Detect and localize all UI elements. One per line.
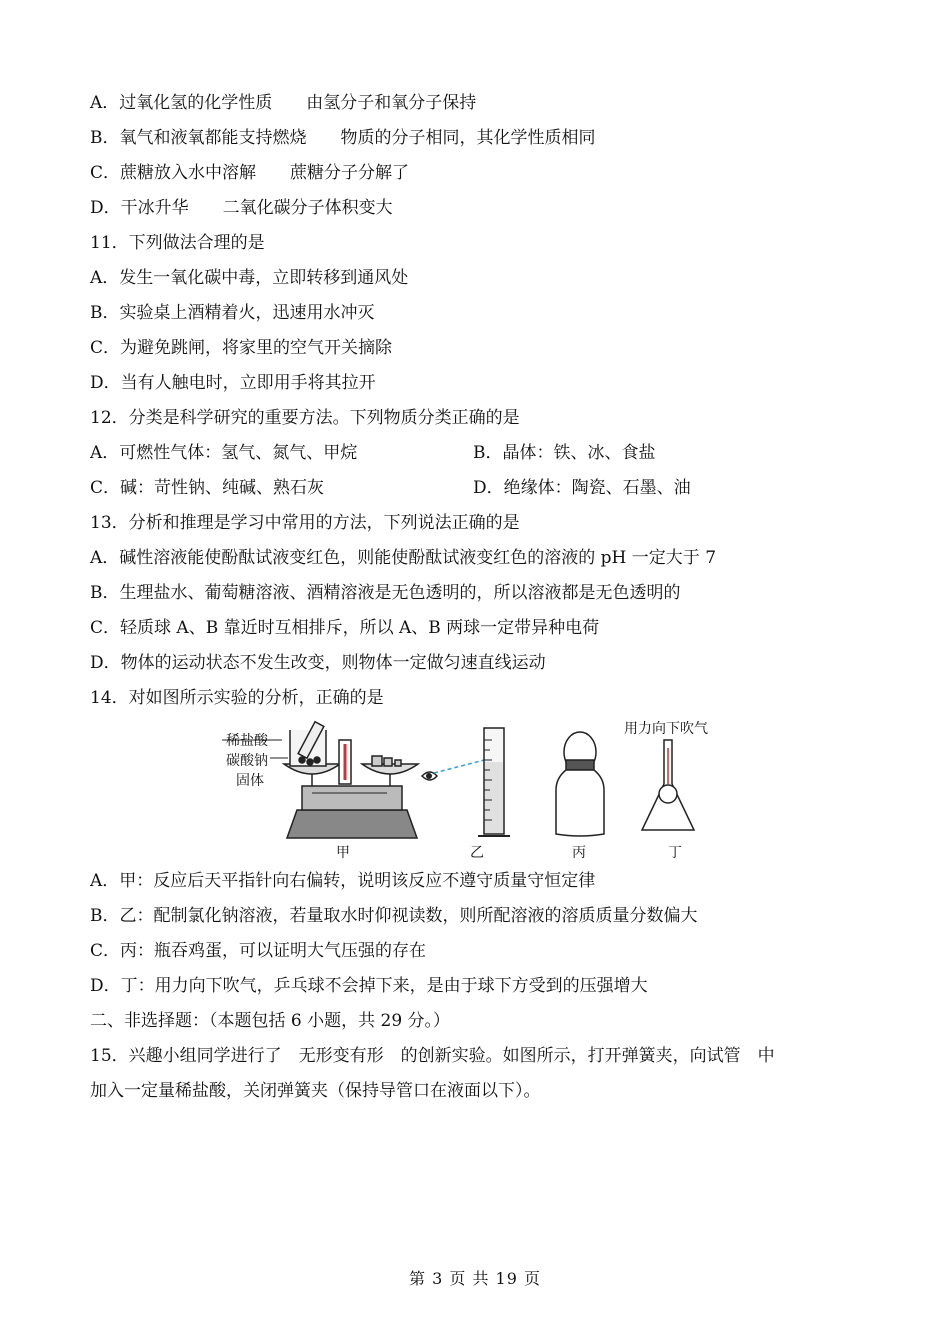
bottle-body	[556, 770, 604, 836]
bottle-neck	[566, 760, 594, 770]
q12-option-d: D．绝缘体：陶瓷、石墨、油	[473, 478, 691, 498]
label-blow: 用力向下吹气	[624, 721, 708, 737]
q11-option-d: D．当有人触电时，立即用手将其拉开	[90, 373, 376, 393]
q10-option-b: B．氧气和液氧都能支持燃烧 物质的分子相同，其化学性质相同	[90, 128, 596, 148]
q10-option-d: D．干冰升华 二氧化碳分子体积变大	[90, 198, 393, 218]
bottle-egg-setup	[556, 732, 604, 836]
q11-option-b: B．实验桌上酒精着火，迅速用水冲灭	[90, 303, 375, 323]
q14-option-d: D．丁：用力向下吹气，乒乓球不会掉下来，是由于球下方受到的压强增大	[90, 976, 648, 996]
q13-stem: 13．分析和推理是学习中常用的方法，下列说法正确的是	[90, 513, 520, 533]
balance-body	[302, 786, 402, 810]
q10-option-a: A．过氧化氢的化学性质 由氢分子和氧分子保持	[90, 93, 477, 113]
q14-option-b: B．乙：配制氯化钠溶液，若量取水时仰视读数，则所配溶液的溶质质量分数偏大	[90, 906, 698, 926]
solid-particle	[299, 757, 305, 763]
q12-option-a: A．可燃性气体：氢气、氮气、甲烷	[90, 443, 358, 463]
ping-pong-ball-icon	[659, 785, 677, 803]
solid-particle	[314, 757, 320, 763]
solid-particle	[307, 759, 313, 765]
label-solid: 固体	[236, 773, 264, 789]
q14-option-a: A．甲：反应后天平指针向右偏转，说明该反应不遵守质量守恒定律	[90, 871, 596, 891]
q14-figure	[222, 718, 742, 863]
caption-jia: 甲	[336, 845, 350, 861]
q14-option-c: C．丙：瓶吞鸡蛋，可以证明大气压强的存在	[90, 941, 427, 961]
q14-stem: 14．对如图所示实验的分析，正确的是	[90, 688, 384, 708]
weight	[384, 758, 392, 766]
q15-line1: 15．兴趣小组同学进行了 无形变有形 的创新实验。如图所示，打开弹簧夹，向试管 中	[90, 1046, 775, 1066]
q10-option-c: C．蔗糖放入水中溶解 蔗糖分子分解了	[90, 163, 410, 183]
label-acid: 稀盐酸	[226, 733, 268, 749]
label-carbonate: 碳酸钠	[226, 753, 268, 769]
q13-option-b: B．生理盐水、葡萄糖溶液、酒精溶液是无色透明的，所以溶液都是无色透明的	[90, 583, 681, 603]
weight	[372, 756, 382, 766]
q11-option-c: C．为避免跳闸，将家里的空气开关摘除	[90, 338, 393, 358]
weight	[395, 760, 401, 766]
q11-option-a: A．发生一氧化碳中毒，立即转移到通风处	[90, 268, 409, 288]
page-footer: 第 3 页 共 19 页	[409, 1269, 541, 1288]
q15-line2: 加入一定量稀盐酸，关闭弹簧夹（保持导管口在液面以下）。	[90, 1081, 541, 1101]
balance-base	[287, 810, 417, 838]
eye-pupil	[426, 773, 432, 779]
q11-stem: 11．下列做法合理的是	[90, 233, 265, 253]
q13-option-d: D．物体的运动状态不发生改变，则物体一定做匀速直线运动	[90, 653, 546, 673]
caption-bing: 丙	[572, 845, 586, 861]
caption-yi: 乙	[470, 845, 484, 861]
q13-option-c: C．轻质球 A、B 靠近时互相排斥，所以 A、B 两球一定带异种电荷	[90, 618, 600, 638]
q13-option-a: A．碱性溶液能使酚酞试液变红色，则能使酚酞试液变红色的溶液的 pH 一定大于 7	[90, 548, 717, 568]
q12-option-c: C．碱：苛性钠、纯碱、熟石灰	[90, 478, 325, 498]
funnel-ball-setup	[642, 740, 694, 830]
q12-option-b: B．晶体：铁、冰、食盐	[473, 443, 656, 463]
caption-ding: 丁	[668, 845, 682, 861]
q12-stem: 12．分类是科学研究的重要方法。下列物质分类正确的是	[90, 408, 520, 428]
graduated-cylinder-setup	[422, 728, 510, 836]
section-heading: 二、非选择题：（本题包括 6 小题，共 29 分。）	[90, 1011, 451, 1031]
cylinder-liquid	[485, 762, 503, 833]
balance-apparatus	[284, 722, 418, 838]
